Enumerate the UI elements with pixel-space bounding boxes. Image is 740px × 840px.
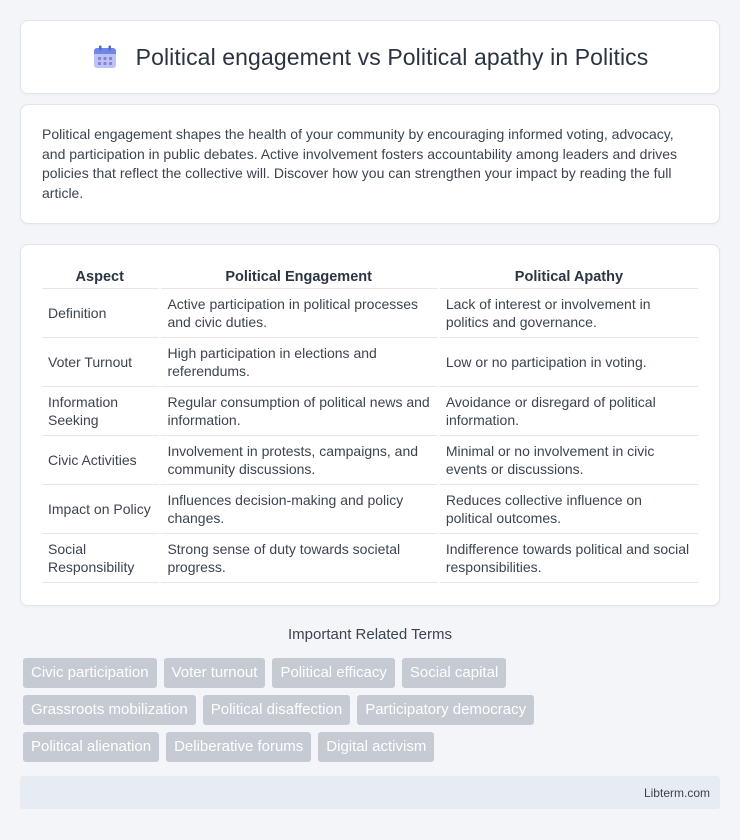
- apathy-cell: Reduces collective influence on political outcomes.: [440, 485, 698, 534]
- apathy-cell: Avoidance or disregard of political information.: [440, 387, 698, 436]
- intro-card: [20, 104, 720, 224]
- tag-deliberative-forums[interactable]: Deliberative forums: [166, 732, 311, 762]
- table-row: [42, 485, 698, 534]
- page-title: Political engagement vs Political apathy in Politics: [135, 43, 649, 70]
- header-card: [20, 20, 720, 94]
- tag-participatory-democracy[interactable]: Participatory democracy: [357, 695, 534, 725]
- aspect-cell: Definition: [42, 289, 161, 338]
- aspect-cell: Social Responsibility: [42, 534, 161, 583]
- related-terms-list: [23, 658, 723, 769]
- tag-digital-activism[interactable]: Digital activism: [318, 732, 434, 762]
- column-header-apathy: Political Apathy: [440, 267, 698, 289]
- table-row: [42, 534, 698, 583]
- tag-voter-turnout[interactable]: Voter turnout: [164, 658, 266, 688]
- comparison-table-card: [20, 244, 720, 606]
- engagement-cell: Involvement in protests, campaigns, and community discussions.: [161, 436, 439, 485]
- aspect-cell: Civic Activities: [42, 436, 161, 485]
- column-header-aspect: Aspect: [42, 267, 161, 289]
- table-row: [42, 338, 698, 387]
- tag-row: [23, 695, 723, 725]
- tag-row: [23, 732, 723, 762]
- tag-civic-participation[interactable]: Civic participation: [23, 658, 157, 688]
- tag-social-capital[interactable]: Social capital: [402, 658, 506, 688]
- column-header-engagement: Political Engagement: [161, 267, 439, 289]
- aspect-cell: Impact on Policy: [42, 485, 161, 534]
- tag-row: [23, 658, 723, 688]
- engagement-cell: High participation in elections and referendums.: [161, 338, 439, 387]
- tag-grassroots-mobilization[interactable]: Grassroots mobilization: [23, 695, 196, 725]
- tag-political-alienation[interactable]: Political alienation: [23, 732, 159, 762]
- intro-text: Political engagement shapes the health of your community by encouraging informed voting, advocacy, and participation in public debates. Active involvement fosters accountability among leaders and drives policies that reflect the collective will. Discover how you can strengthen your impact by reading the full article.: [42, 126, 678, 201]
- engagement-cell: Influences decision-making and policy changes.: [161, 485, 439, 534]
- engagement-cell: Active participation in political processes and civic duties.: [161, 289, 439, 338]
- aspect-cell: Information Seeking: [42, 387, 161, 436]
- apathy-cell: Low or no participation in voting.: [440, 338, 698, 387]
- tag-political-efficacy[interactable]: Political efficacy: [272, 658, 394, 688]
- aspect-cell: Voter Turnout: [42, 338, 161, 387]
- engagement-cell: Regular consumption of political news and information.: [161, 387, 439, 436]
- table-row: [42, 436, 698, 485]
- apathy-cell: Indifference towards political and social responsibilities.: [440, 534, 698, 583]
- table-header-row: [42, 267, 698, 289]
- table-row: [42, 387, 698, 436]
- table-row: [42, 289, 698, 338]
- footer: [20, 776, 720, 809]
- engagement-cell: Strong sense of duty towards societal progress.: [161, 534, 439, 583]
- comparison-table: [42, 267, 698, 583]
- apathy-cell: Minimal or no involvement in civic events or discussions.: [440, 436, 698, 485]
- calendar-icon: [92, 44, 118, 70]
- footer-site-link[interactable]: Libterm.com: [643, 785, 710, 800]
- apathy-cell: Lack of interest or involvement in politics and governance.: [440, 289, 698, 338]
- tag-political-disaffection[interactable]: Political disaffection: [203, 695, 350, 725]
- related-terms-title: Important Related Terms: [288, 626, 452, 643]
